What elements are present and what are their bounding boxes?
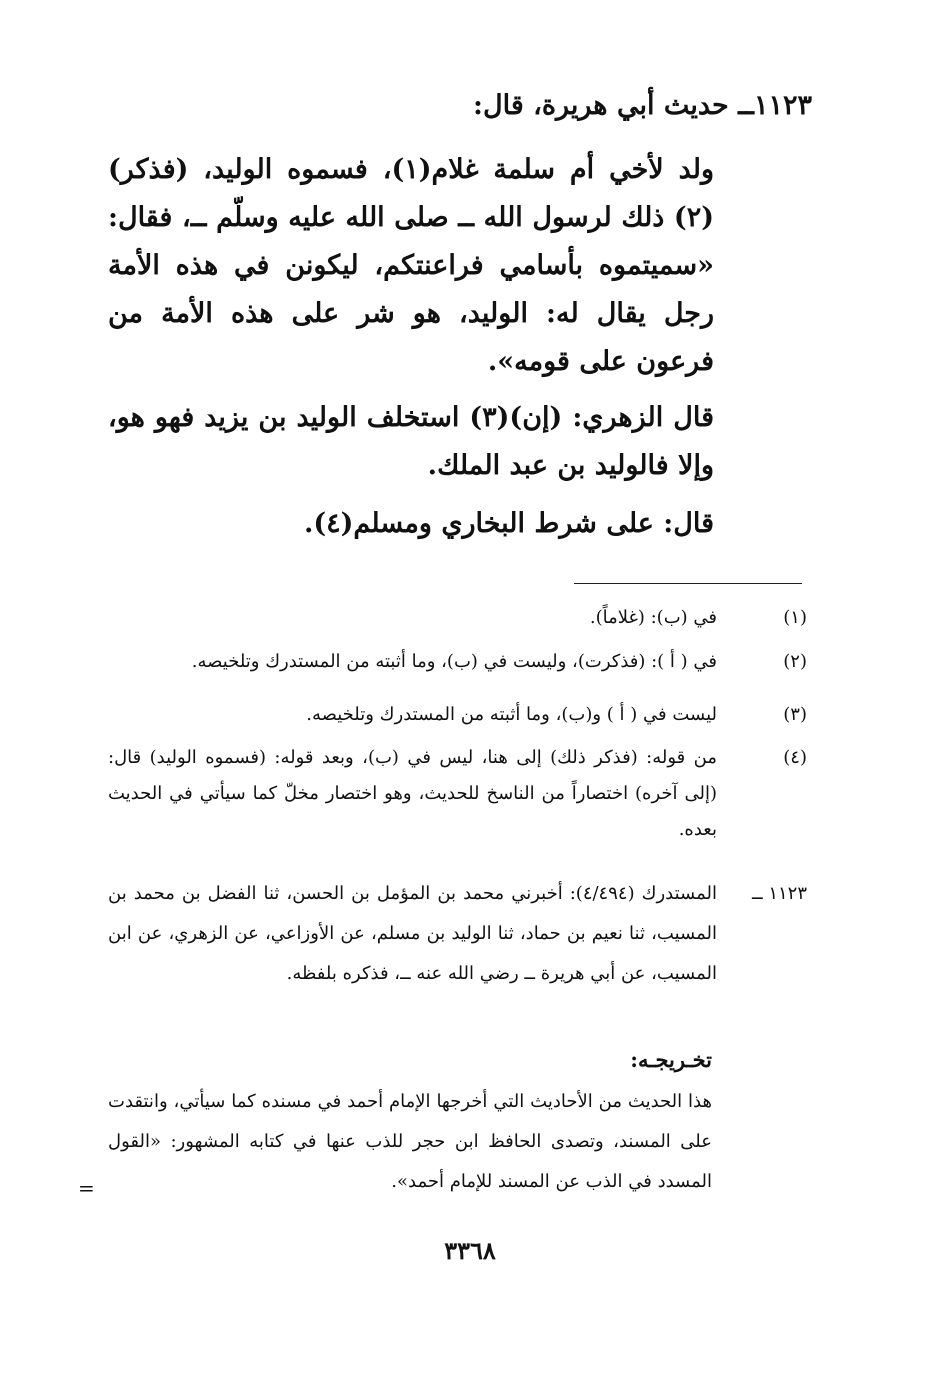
hadith-title: ١١٢٣ــ حديث أبي هريرة، قال: bbox=[473, 90, 812, 121]
hadith-paragraph-1: ولد لأخي أم سلمة غلام(١)، فسموه الوليد، (فذكر)(٢) ذلك لرسول الله ــ صلى الله عليه وسلّم ــ، فقال: «سميتموه بأسامي فراعنتكم، ليكونن في هذه الأمة رجل يقال له: الوليد، هو شر على هذه الأمة من فرعون على قومه». bbox=[108, 154, 715, 377]
footnote-text: في ( أ ): (فذكرت)، وليست في (ب)، وما أثبته من المستدرك وتلخيصه. bbox=[191, 651, 717, 672]
hadith-paragraph-3: قال: على شرط البخاري ومسلم(٤). bbox=[303, 508, 714, 539]
footnote-4 bbox=[108, 740, 807, 848]
source-number: ١١٢٣ ــ bbox=[752, 883, 807, 904]
footnote-text: ليست في ( أ ) و(ب)، وما أثبته من المستدرك وتلخيصه. bbox=[306, 704, 717, 725]
takhrij-heading: تخـريجـه: bbox=[630, 1047, 712, 1072]
takhrij-text: هذا الحديث من الأحاديث التي أخرجها الإمام أحمد في مسنده كما سيأتي، وانتقدت على المسند، وتصدى الحافظ ابن حجر للذب عنها في كتابه المشهور: «القول المسدد في الذب عن المسند للإمام أحمد». bbox=[108, 1091, 712, 1192]
footnote-number: (٣) bbox=[783, 704, 807, 725]
footnote-number: (٤) bbox=[783, 747, 807, 768]
source-text: المستدرك (٤/٤٩٤): أخبرني محمد بن المؤمل بن الحسن، ثنا الفضل بن محمد بن المسيب، ثنا نعيم بن حماد، ثنا الوليد بن مسلم، عن الأوزاعي، عن الزهري، عن ابن المسيب، عن أبي هريرة ــ رضي الله عنه ــ، فذكره بلفظه. bbox=[108, 883, 717, 984]
continuation-mark: = bbox=[78, 1176, 95, 1200]
footnote-number: (٢) bbox=[783, 651, 807, 672]
footnote-text: في (ب): (غلاماً). bbox=[589, 607, 717, 628]
footnote-1 bbox=[108, 600, 807, 636]
source-note bbox=[108, 874, 807, 994]
footnote-2 bbox=[108, 644, 807, 680]
footnote-number: (١) bbox=[783, 607, 807, 628]
page-number: ٣٣٦٨ bbox=[444, 1236, 496, 1265]
footnote-text: من قوله: (فذكر ذلك) إلى هنا، ليس في (ب)، وبعد قوله: (فسموه الوليد) قال: (إلى آخره) اختصاراً من الناسخ للحديث، وهو اختصار مخلّ كما سيأتي في الحديث بعده. bbox=[108, 747, 717, 840]
footnote-3 bbox=[108, 697, 807, 733]
footnote-divider bbox=[574, 583, 802, 584]
hadith-paragraph-2: قال الزهري: (إن)(٣) استخلف الوليد بن يزيد فهو هو، وإلا فالوليد بن عبد الملك. bbox=[108, 402, 714, 481]
